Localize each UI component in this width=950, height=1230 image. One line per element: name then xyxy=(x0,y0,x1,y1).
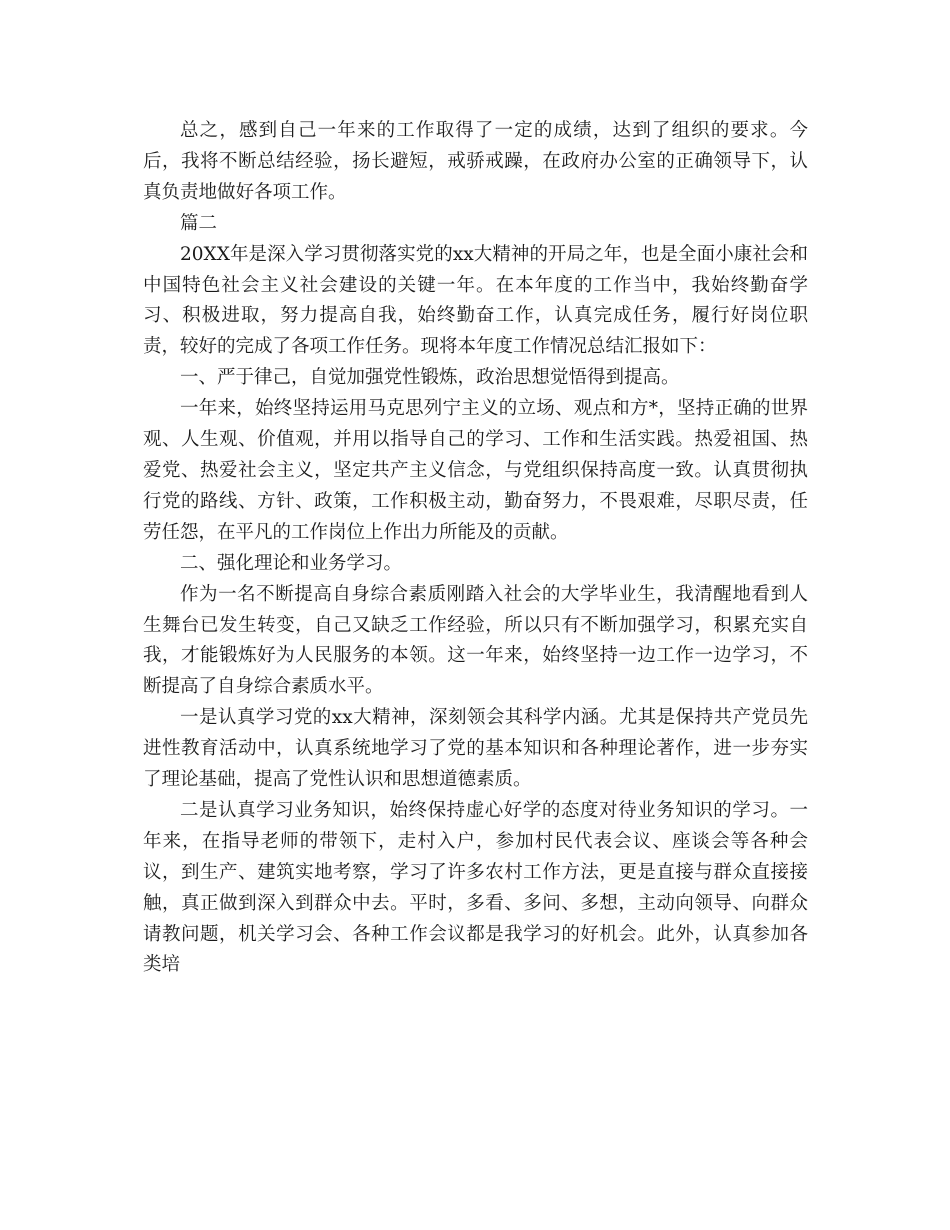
paragraph-theory-study: 一是认真学习党的xx大精神，深刻领会其科学内涵。尤其是保持共产党员先进性教育活动中，认真系统地学习了党的基本知识和各种理论著作，进一步夯实了理论基础，提高了党性认识和思想道德素质。 xyxy=(143,707,808,791)
paragraph-business-study: 二是认真学习业务知识，始终保持虚心好学的态度对待业务知识的学习。一年来，在指导老师的带领下，走村入户，参加村民代表会议、座谈会等各种会议，到生产、建筑实地考察，学习了许多农村工作方法，更是直接与群众直接接触，真正做到深入到群众中去。平时，多看、多问、多想，主动向领导、向群众请教问题，机关学习会、各种工作会议都是我学习的好机会。此外，认真参加各类培 xyxy=(143,799,808,976)
section-heading-two: 二、强化理论和业务学习。 xyxy=(180,552,403,574)
paragraph-political: 一年来，始终坚持运用马克思列宁主义的立场、观点和方*，坚持正确的世界观、人生观、价值观，并用以指导自己的学习、工作和生活实践。热爱祖国、热爱党、热爱社会主义，坚定共产主义信念，与党组织保持高度一致。认真贯彻执行党的路线、方针、政策，工作积极主动，勤奋努力，不畏艰难，尽职尽责，任劳任怨，在平凡的工作岗位上作出力所能及的贡献。 xyxy=(143,398,808,543)
paragraph-intro: 20XX年是深入学习贯彻落实党的xx大精神的开局之年，也是全面小康社会和中国特色社会主义社会建设的关键一年。在本年度的工作当中，我始终勤奋学习、积极进取，努力提高自我，始终勤奋工作，认真完成任务，履行好岗位职责，较好的完成了各项工作任务。现将本年度工作情况总结汇报如下： xyxy=(143,243,808,358)
section-heading-part-two: 篇二 xyxy=(180,212,218,234)
section-heading-one: 一、严于律己，自觉加强党性锻炼，政治思想觉悟得到提高。 xyxy=(180,367,680,389)
document-body xyxy=(143,116,808,981)
paragraph-graduate: 作为一名不断提高自身综合素质刚踏入社会的大学毕业生，我清醒地看到人生舞台已发生转变，自己又缺乏工作经验，所以只有不断加强学习，积累充实自我，才能锻炼好为人民服务的本领。这一年来，始终坚持一边工作一边学习，不断提高了自身综合素质水平。 xyxy=(143,583,808,698)
paragraph-summary: 总之，感到自己一年来的工作取得了一定的成绩，达到了组织的要求。今后，我将不断总结经验，扬长避短，戒骄戒躁，在政府办公室的正确领导下，认真负责地做好各项工作。 xyxy=(143,120,808,203)
